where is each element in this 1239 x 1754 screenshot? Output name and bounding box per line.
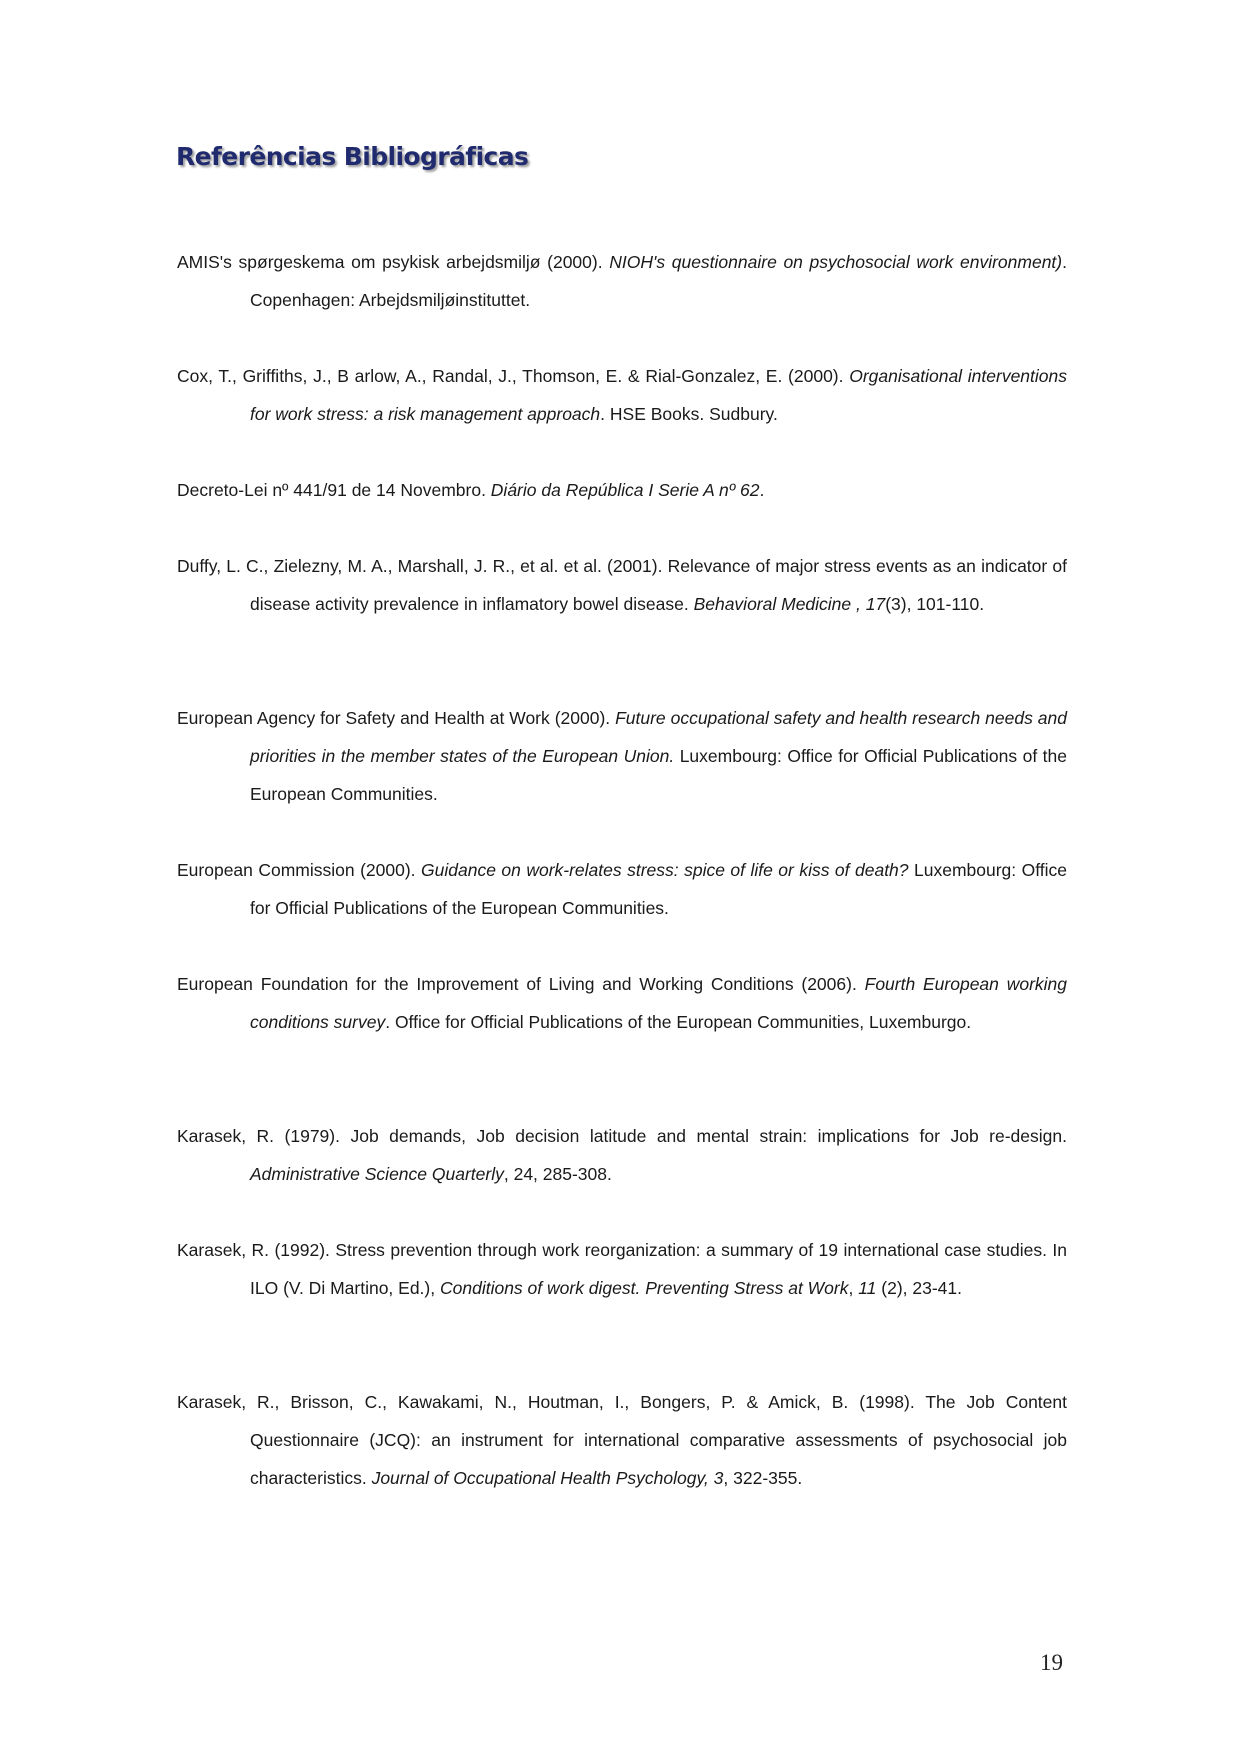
- reference-text: (3), 101-110.: [885, 594, 985, 614]
- reference-title-text: Diário da República I Serie A nº 62: [490, 480, 760, 500]
- reference-text: European Agency for Safety and Health at Work (2000).: [177, 708, 616, 728]
- reference-item: [177, 471, 1067, 509]
- reference-text: Duffy, L. C., Zielezny, M. A., Marshall, J. R., et al. et al. (2001). Relevance of major stress events as an indicator of disease activity prevalence in inflamatory bowel disease.: [177, 556, 1067, 614]
- page-number: 19: [1040, 1650, 1063, 1675]
- reference-item: [177, 547, 1067, 623]
- reference-text: European Commission (2000).: [177, 860, 422, 880]
- reference-text: Karasek, R. (1992). Stress prevention through work reorganization: a summary of 19 international case studies. In ILO (V. Di Martino, Ed.),: [177, 1240, 1067, 1298]
- reference-item: [177, 243, 1067, 319]
- reference-title-text: Fourth European working conditions survey: [250, 974, 1067, 1032]
- reference-item: [177, 851, 1067, 927]
- reference-title-text: Journal of Occupational Health Psychology, 3: [371, 1468, 724, 1488]
- reference-text: Cox, T., Griffiths, J., B arlow, A., Randal, J., Thomson, E. & Rial-Gonzalez, E. (2000).: [177, 366, 850, 386]
- reference-item: [177, 1117, 1067, 1193]
- reference-title-text: Administrative Science Quarterly: [250, 1164, 504, 1184]
- reference-text: Karasek, R., Brisson, C., Kawakami, N., Houtman, I., Bongers, P. & Amick, B. (1998). The Job Content Questionnaire (JCQ): an instrument for international comparative assessments of psychosocial job characteristics.: [177, 1392, 1067, 1488]
- reference-text: Karasek, R. (1979). Job demands, Job decision latitude and mental strain: implications for Job re-design.: [177, 1126, 1067, 1146]
- reference-text: , 24, 285-308.: [503, 1164, 612, 1184]
- reference-title-text: 11: [858, 1278, 877, 1298]
- reference-text: . HSE Books. Sudbury.: [600, 404, 778, 424]
- reference-text: Luxembourg: Office for Official Publications of the European Communities.: [250, 746, 1068, 804]
- reference-text: . Copenhagen: Arbejdsmiljøinstituttet.: [250, 252, 1067, 310]
- reference-title-text: NIOH's questionnaire on psychosocial work environment): [609, 252, 1063, 272]
- reference-title-text: Guidance on work-relates stress: spice of life or kiss of death?: [421, 860, 909, 880]
- reference-text: Decreto-Lei nº 441/91 de 14 Novembro.: [177, 480, 491, 500]
- reference-title-text: Future occupational safety and health research needs and priorities in the member states of the European Union.: [250, 708, 1067, 766]
- reference-text: .: [759, 480, 765, 500]
- reference-title-text: Organisational interventions for work stress: a risk management approach: [250, 366, 1068, 424]
- reference-text: Luxembourg: Office for Official Publications of the European Communities.: [250, 860, 1067, 918]
- reference-title-text: Behavioral Medicine , 17: [693, 594, 886, 614]
- reference-item: [177, 699, 1067, 813]
- reference-text: , 322-355.: [723, 1468, 803, 1488]
- reference-text: ,: [848, 1278, 859, 1298]
- reference-text: AMIS's spørgeskema om psykisk arbejdsmiljø (2000).: [177, 252, 610, 272]
- reference-text: (2), 23-41.: [876, 1278, 963, 1298]
- reference-item: [177, 1383, 1067, 1497]
- reference-item: [177, 965, 1067, 1041]
- reference-text: European Foundation for the Improvement of Living and Working Conditions (2006).: [177, 974, 865, 994]
- page-title: Referências Bibliográficas: [176, 142, 529, 171]
- reference-title-text: Conditions of work digest. Preventing Stress at Work: [439, 1278, 849, 1298]
- reference-item: [177, 357, 1067, 433]
- reference-text: . Office for Official Publications of the European Communities, Luxemburgo.: [385, 1012, 972, 1032]
- reference-item: [177, 1231, 1067, 1307]
